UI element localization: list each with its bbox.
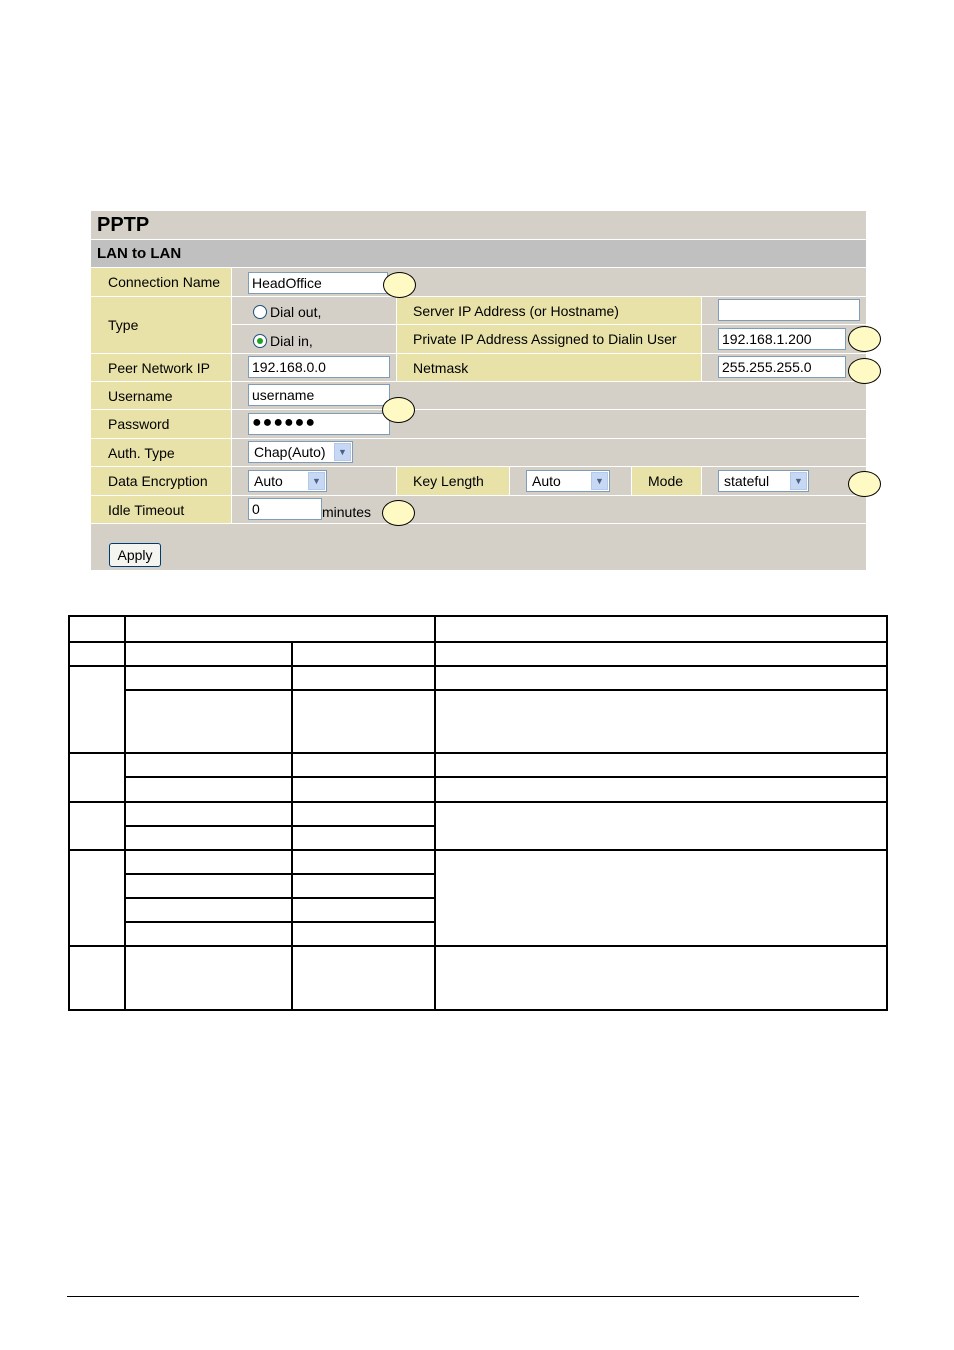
- idle-timeout-input[interactable]: 0: [248, 498, 322, 520]
- column-divider: [631, 467, 632, 495]
- private-ip-input[interactable]: 192.168.1.200: [718, 328, 846, 350]
- panel-subtitle: LAN to LAN: [91, 240, 866, 267]
- column-divider: [396, 467, 397, 495]
- auth-type-value: Chap(Auto): [254, 444, 326, 460]
- mode-label: Mode: [632, 467, 701, 495]
- radio-button-selected[interactable]: [253, 334, 267, 348]
- callout-marker: [848, 471, 881, 497]
- server-ip-input[interactable]: [718, 299, 860, 321]
- table-row-line: [125, 897, 436, 899]
- mode-value: stateful: [724, 473, 770, 489]
- username-label: Username: [91, 382, 231, 409]
- data-encryption-label: Data Encryption: [91, 467, 231, 495]
- netmask-input[interactable]: 255.255.255.0: [718, 356, 846, 378]
- table-column-line: [434, 615, 436, 1011]
- table-row-line: [125, 689, 888, 691]
- table-row-line: [125, 825, 436, 827]
- panel-title: PPTP: [91, 211, 866, 239]
- table-row-line: [68, 665, 888, 667]
- type-label: Type: [91, 297, 231, 353]
- footer-divider: [67, 1296, 859, 1297]
- table-column-line: [124, 615, 126, 1011]
- table-row-line: [125, 873, 436, 875]
- table-border: [68, 615, 70, 1011]
- table-row-line: [68, 641, 888, 643]
- dial-in-radio[interactable]: [253, 331, 313, 351]
- table-row-line: [68, 752, 888, 754]
- key-length-value: Auto: [532, 473, 561, 489]
- mode-select[interactable]: [718, 470, 809, 492]
- table-border: [68, 1009, 888, 1011]
- key-length-select[interactable]: [526, 470, 610, 492]
- apply-button[interactable]: Apply: [109, 543, 161, 567]
- dial-out-radio[interactable]: [253, 302, 321, 322]
- table-column-line: [291, 643, 293, 1011]
- column-divider: [701, 467, 702, 495]
- idle-timeout-label: Idle Timeout: [91, 496, 231, 523]
- chevron-down-icon[interactable]: ▼: [308, 472, 325, 490]
- table-border: [68, 615, 888, 617]
- callout-marker: [848, 358, 881, 384]
- callout-marker: [382, 397, 415, 423]
- table-border: [886, 615, 888, 1011]
- password-label: Password: [91, 410, 231, 438]
- separator: [91, 523, 866, 524]
- peer-network-ip-input[interactable]: 192.168.0.0: [248, 356, 390, 378]
- callout-marker: [848, 326, 881, 352]
- key-length-label: Key Length: [397, 467, 509, 495]
- server-ip-label: Server IP Address (or Hostname): [397, 297, 701, 324]
- table-row-line: [68, 849, 888, 851]
- column-divider: [396, 297, 397, 381]
- table-row-line: [125, 921, 436, 923]
- separator: [91, 239, 866, 240]
- data-encryption-value: Auto: [254, 473, 283, 489]
- password-input[interactable]: ●●●●●●: [248, 413, 390, 435]
- connection-name-label: Connection Name: [91, 268, 231, 296]
- chevron-down-icon[interactable]: ▼: [591, 472, 608, 490]
- chevron-down-icon[interactable]: ▼: [790, 472, 807, 490]
- radio-button[interactable]: [253, 305, 267, 319]
- private-ip-label: Private IP Address Assigned to Dialin User: [397, 325, 701, 353]
- table-row-line: [68, 801, 888, 803]
- table-row-line: [125, 776, 888, 778]
- reference-table: [68, 615, 888, 1011]
- idle-timeout-unit: minutes: [322, 504, 372, 520]
- pptp-panel: [91, 211, 866, 570]
- auth-type-select[interactable]: [248, 441, 353, 463]
- dial-in-label: Dial in,: [270, 333, 313, 349]
- table-row-line: [68, 945, 888, 947]
- peer-network-ip-label: Peer Network IP: [91, 354, 231, 381]
- chevron-down-icon[interactable]: ▼: [334, 443, 351, 461]
- column-divider: [509, 467, 510, 495]
- column-divider: [231, 268, 232, 523]
- connection-name-input[interactable]: HeadOffice: [248, 272, 388, 294]
- data-encryption-select[interactable]: [248, 470, 327, 492]
- username-input[interactable]: username: [248, 384, 390, 406]
- column-divider: [701, 297, 702, 381]
- netmask-label: Netmask: [397, 354, 701, 381]
- dial-out-label: Dial out,: [270, 304, 322, 320]
- callout-marker: [383, 272, 416, 298]
- callout-marker: [382, 500, 415, 526]
- auth-type-label: Auth. Type: [91, 439, 231, 466]
